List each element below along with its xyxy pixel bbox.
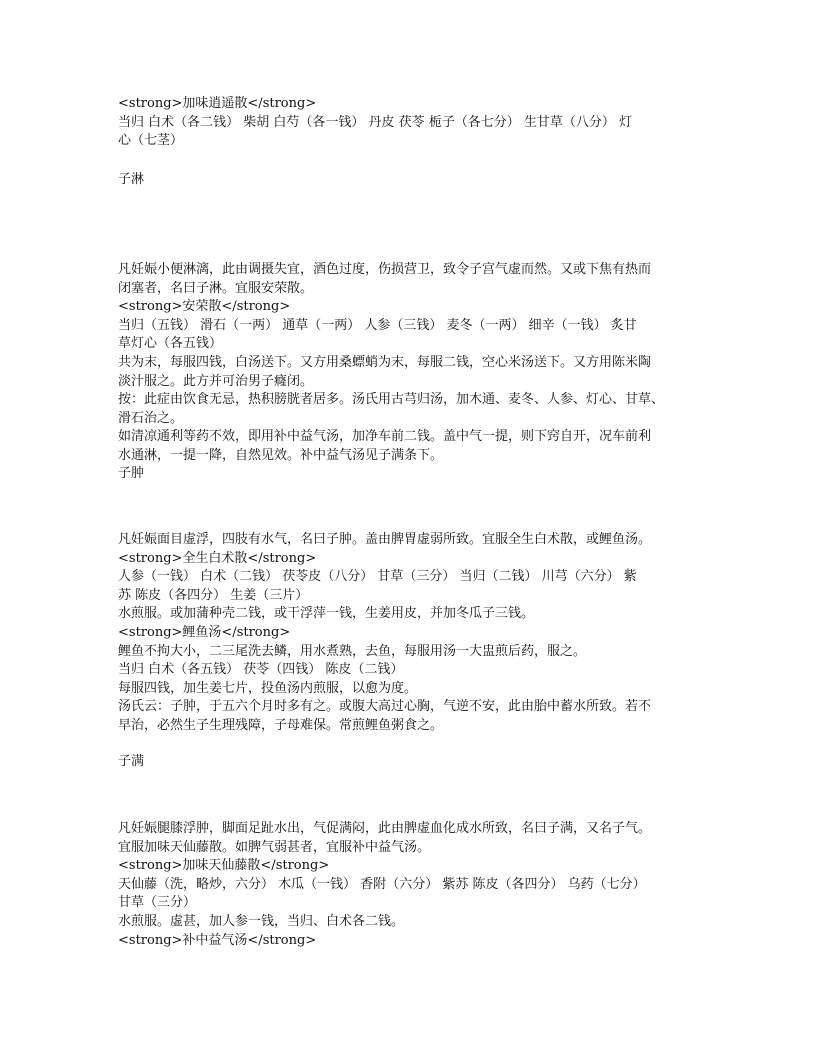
text-line: 天仙藤（洗，略炒，六分） 木瓜（一钱） 香附（六分） 紫苏 陈皮（各四分） 乌药（七分） — [118, 876, 646, 892]
text-line: 水煎服。或加蒲种壳二钱，或干浮萍一钱，生姜用皮，并加冬瓜子三钱。 — [118, 606, 535, 622]
text-line: <strong>全生白术散</strong> — [118, 550, 317, 566]
text-line: 草灯心（各五钱） — [118, 336, 223, 352]
heading-zizhong: 子肿 — [118, 466, 145, 481]
text-line: 当归 白术（各五钱） 茯苓（四钱） 陈皮（二钱） — [118, 662, 404, 678]
text-line: 心（七茎） — [118, 133, 184, 149]
text-line: 按：此症由饮食无忌，热积膀胱者居多。汤氏用古芎归汤，加木通、麦冬、人参、灯心、甘草、 — [118, 392, 665, 408]
section-2-body — [118, 531, 718, 736]
text-line: 汤氏云：子肿，于五六个月时多有之。或腹大高过心胸，气逆不安，此由胎中蓄水所致。若不 — [118, 699, 652, 715]
heading-zilin: 子淋 — [118, 172, 145, 187]
text-line: <strong>安荣散</strong> — [118, 299, 291, 315]
text-line: 凡妊娠腿膝浮肿，脚面足趾水出，气促满闷，此由脾虚血化成水所致，名曰子满，又名子气。 — [118, 821, 652, 836]
text-line: 水煎服。虚甚，加人参一钱，当归、白术各二钱。 — [118, 913, 405, 929]
text-line: 闭塞者，名曰子淋。宜服安荣散。 — [118, 280, 314, 296]
section-1-body — [118, 261, 718, 466]
text-line: 凡妊娠小便淋漓，此由调摄失宜，酒色过度，伤损营卫，致令子宫气虚而然。又或下焦有热而 — [118, 262, 652, 277]
text-line: 共为末，每服四钱，白汤送下。又方用桑螵蛸为末，每服二钱，空心米汤送下。又方用陈米陶 — [118, 354, 652, 370]
text-line: 苏 陈皮（各四分） 生姜（三片） — [118, 587, 309, 603]
section-heading — [118, 465, 718, 484]
text-line: 每服四钱，加生姜七片，投鱼汤内煎服，以愈为度。 — [118, 680, 418, 696]
text-line: 淡汁服之。此方并可治男子癃闭。 — [118, 373, 314, 389]
text-line: <strong>加味天仙藤散</strong> — [118, 858, 330, 874]
text-line: 水通淋，一提一降，自然见效。补中益气汤见子满条下。 — [118, 447, 444, 463]
heading-ziman: 子满 — [118, 754, 145, 769]
section-0-body — [118, 95, 718, 151]
text-line: 甘草（三分） — [118, 895, 197, 911]
text-line: <strong>补中益气汤</strong> — [118, 932, 317, 948]
text-line: 宜服加味天仙藤散。如脾气弱甚者，宜服补中益气汤。 — [118, 839, 431, 855]
section-heading — [118, 753, 718, 772]
text-line: 如清凉通利等药不效，即用补中益气汤，加净车前二钱。盖中气一提，则下窍自开，况车前利 — [118, 429, 652, 445]
text-line: 鲤鱼不拘大小，二三尾洗去鳞，用水煮熟，去鱼，每服用汤一大盅煎后药，服之。 — [118, 643, 587, 659]
text-line: 当归 白术（各二钱） 柴胡 白芍（各一钱） 丹皮 茯苓 栀子（各七分） 生甘草（八分） 灯 — [118, 114, 633, 130]
section-heading — [118, 171, 718, 190]
text-line: 当归（五钱） 滑石（一两） 通草（一两） 人参（三钱） 麦冬（一两） 细辛（一钱） 炙甘 — [118, 317, 637, 333]
text-line: 人参（一钱） 白术（二钱） 茯苓皮（八分） 甘草（三分） 当归（二钱） 川芎（六分） 紫 — [118, 569, 637, 585]
section-3-body — [118, 820, 718, 950]
text-line: <strong>加味逍遥散</strong> — [118, 96, 317, 111]
text-line: 滑石治之。 — [118, 410, 184, 426]
text-line: 早治，必然生子生理残障，子母难保。常煎鲤鱼粥食之。 — [118, 717, 444, 733]
text-line: 凡妊娠面目虚浮，四肢有水气，名曰子肿。盖由脾胃虚弱所致。宜服全生白术散，或鲤鱼汤。 — [118, 532, 652, 547]
text-line: <strong>鲤鱼汤</strong> — [118, 624, 291, 640]
